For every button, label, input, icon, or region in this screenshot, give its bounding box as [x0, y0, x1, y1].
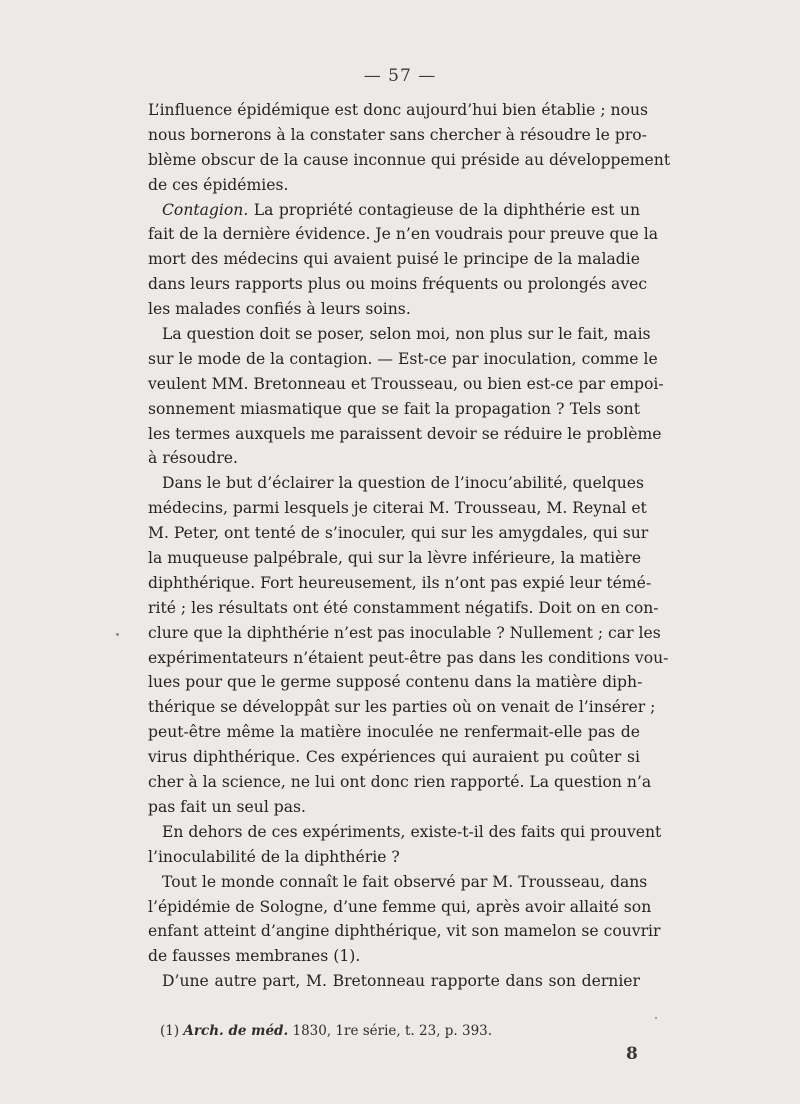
text-line: [148, 944, 640, 969]
paper-speck: [655, 1017, 657, 1019]
line-text: fait de la dernière évidence. Je n’en voudrais pour preuve que la: [148, 225, 659, 244]
text-line: [148, 247, 640, 272]
footnote-details: 1830, 1re série, t. 23, p. 393.: [292, 1023, 493, 1039]
line-text: La propriété contagieuse de la diphthérie est un: [248, 200, 640, 219]
line-text: peut-être même la matière inoculée ne renfermait-elle pas de: [148, 723, 640, 742]
line-text: La question doit se poser, selon moi, non plus sur le fait, mais: [162, 325, 651, 344]
footnote-marker: (1): [160, 1023, 180, 1039]
line-text: mort des médecins qui avaient puisé le principe de la maladie: [148, 250, 640, 269]
text-line: [148, 222, 659, 247]
text-line: [148, 123, 647, 148]
line-text: thérique se développât sur les parties où on venait de l’insérer ;: [148, 698, 656, 717]
line-text: virus diphthérique. Ces expériences qui auraient pu coûter si: [148, 748, 640, 767]
line-text: les termes auxquels me paraissent devoir se réduire le problème: [148, 424, 662, 443]
footnote: [160, 1023, 492, 1039]
text-line: [148, 322, 651, 347]
line-text: L’influence épidémique est donc aujourd’hui bien établie ; nous: [148, 101, 649, 119]
line-text: dans leurs rapports plus ou moins fréquents ou prolongés avec: [148, 275, 648, 294]
text-line: [148, 272, 648, 297]
line-text: nous bornerons à la constater sans chercher à résoudre le pro-: [148, 125, 647, 144]
footnote-journal: Arch. de méd.: [183, 1023, 289, 1039]
line-text: veulent MM. Bretonneau et Trousseau, ou bien est-ce par empoi-: [148, 374, 664, 393]
text-line: [148, 446, 640, 471]
line-text: sonnement miasmatique que se fait la propagation ? Tels sont: [148, 399, 640, 418]
text-line: [148, 173, 640, 198]
line-text: médecins, parmi lesquels je citerai M. Trousseau, M. Reynal et: [148, 499, 647, 518]
text-line: [148, 845, 640, 870]
text-line: [148, 596, 659, 621]
line-text: pas fait un seul pas.: [148, 797, 307, 816]
text-line: [148, 745, 640, 770]
text-line: [148, 98, 649, 123]
text-line: [148, 521, 649, 546]
text-line: [148, 422, 662, 447]
text-line: [148, 297, 640, 322]
line-text: sur le mode de la contagion. — Est-ce par inoculation, comme le: [148, 349, 658, 368]
text-line: [148, 148, 671, 173]
line-text: de fausses membranes (1).: [148, 947, 361, 966]
line-text: l’épidémie de Sologne, d’une femme qui, après avoir allaité son: [148, 897, 652, 916]
line-text: de ces épidémies.: [148, 175, 289, 194]
signature-mark: 8: [626, 1044, 638, 1064]
text-line: [148, 397, 640, 422]
text-line: [148, 795, 640, 820]
line-text: blème obscur de la cause inconnue qui préside au développement: [148, 150, 671, 169]
line-text: rité ; les résultats ont été constamment négatifs. Doit on en con-: [148, 598, 659, 617]
text-line: [148, 820, 662, 845]
text-line: [148, 646, 669, 671]
text-line: [148, 770, 652, 795]
text-line: [148, 198, 640, 223]
text-line: [148, 670, 643, 695]
line-text: à résoudre.: [148, 449, 238, 468]
text-line: [148, 919, 661, 944]
line-text: enfant atteint d’angine diphthérique, vit son mamelon se couvrir: [148, 922, 661, 941]
text-line: [148, 621, 661, 646]
line-text: cher à la science, ne lui ont donc rien rapporté. La question n’a: [148, 773, 652, 792]
line-text: D’une autre part, M. Bretonneau rapporte dans son dernier: [162, 972, 640, 991]
text-line: [148, 870, 648, 895]
text-line: [148, 347, 658, 372]
line-text: l’inoculabilité de la diphthérie ?: [148, 847, 400, 866]
text-line: [148, 372, 664, 397]
text-line: [148, 471, 645, 496]
line-text: les malades confiés à leurs soins.: [148, 300, 411, 319]
line-text: expérimentateurs n’étaient peut-être pas dans les conditions vou-: [148, 648, 669, 667]
line-text: En dehors de ces expériments, existe-t-il des faits qui prouvent: [162, 822, 662, 841]
line-text: M. Peter, ont tenté de s’inoculer, qui sur les amygdales, qui sur: [148, 524, 649, 543]
text-line: [148, 546, 640, 571]
line-text: clure que la diphthérie n’est pas inoculable ? Nullement ; car les: [148, 623, 661, 642]
text-line: [148, 695, 656, 720]
paper-speck: [116, 633, 119, 636]
text-line: [148, 895, 652, 920]
text-line: [148, 571, 652, 596]
page-number: — 57 —: [363, 66, 437, 86]
line-text: Tout le monde connaît le fait observé par M. Trousseau, dans: [162, 872, 648, 891]
text-line: [148, 496, 647, 521]
text-line: [148, 720, 640, 745]
line-text: lues pour que le germe supposé contenu dans la matière diph-: [148, 673, 643, 692]
body-text: [148, 98, 671, 994]
line-text: la muqueuse palpébrale, qui sur la lèvre inférieure, la matière: [148, 549, 642, 568]
line-text: diphthérique. Fort heureusement, ils n’ont pas expié leur témé-: [148, 573, 652, 592]
line-text: Dans le but d’éclairer la question de l’inocu’abilité, quelques: [162, 474, 645, 493]
section-heading: Contagion.: [162, 200, 249, 219]
text-line: [148, 969, 640, 994]
